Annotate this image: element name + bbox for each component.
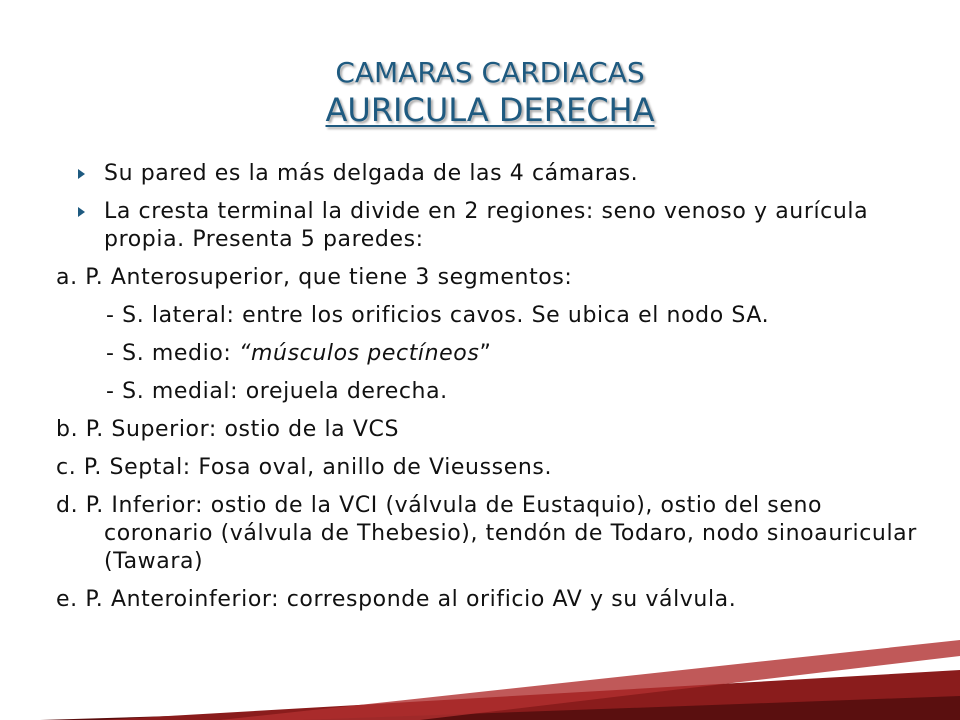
bullet-text: La cresta terminal la divide en 2 regiones: seno venoso y aurícula propia. Presenta 5 paredes: <box>104 199 869 252</box>
wall-b: b. P. Superior: ostio de la VCS <box>56 417 400 442</box>
segment-medial: - S. medial: orejuela derecha. <box>106 379 448 404</box>
wall-a: a. P. Anterosuperior, que tiene 3 segmentos: <box>56 265 573 290</box>
title-line-2: AURICULA DERECHA <box>325 91 655 129</box>
triangle-bullet-icon <box>78 207 85 217</box>
bullet-item <box>74 160 936 188</box>
slide-body <box>56 160 936 614</box>
title-line-1: CAMARAS CARDIACAS <box>335 56 645 89</box>
decorative-ribbon <box>0 600 960 720</box>
triangle-bullet-icon <box>78 169 85 179</box>
segment-medio-label: - S. medio: <box>106 341 239 366</box>
wall-c: c. P. Septal: Fosa oval, anillo de Vieussens. <box>56 455 553 480</box>
segment-medio <box>56 340 936 368</box>
slide-title <box>0 56 960 130</box>
bullet-item <box>74 198 936 254</box>
bullet-text: Su pared es la más delgada de las 4 cámaras. <box>104 161 639 186</box>
segment-medio-close: ” <box>479 341 492 366</box>
segment-lateral: - S. lateral: entre los orificios cavos. Se ubica el nodo SA. <box>106 303 770 328</box>
wall-e: e. P. Anteroinferior: corresponde al orificio AV y su válvula. <box>56 587 737 612</box>
wall-d: d. P. Inferior: ostio de la VCI (válvula de Eustaquio), ostio del seno coronario (válvula de Thebesio), tendón de Todaro, nodo sinoauricular (Tawara) <box>56 493 917 574</box>
segment-medio-italic: “músculos pectíneos <box>239 341 480 366</box>
